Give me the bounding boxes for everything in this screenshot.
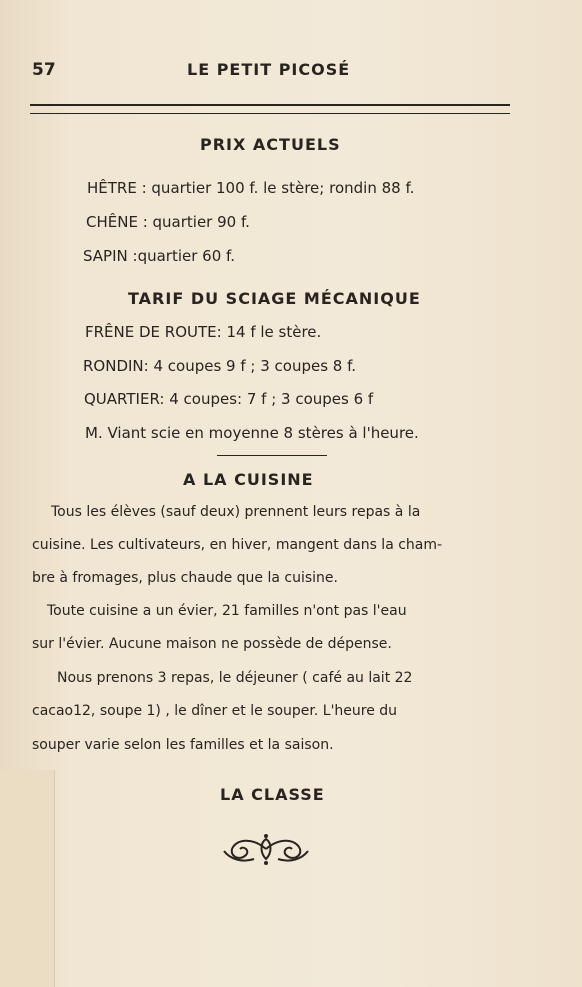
tarif-line: RONDIN: 4 coupes 9 f ; 3 coupes 8 f. <box>83 357 357 375</box>
running-title: LE PETIT PICOSÉ <box>187 60 351 79</box>
prix-line: SAPIN :quartier 60 f. <box>83 247 235 265</box>
prix-line: HÊTRE : quartier 100 f. le stère; rondin 88 f. <box>87 179 415 197</box>
classe-title: LA CLASSE <box>220 785 325 804</box>
tarif-title: TARIF DU SCIAGE MÉCANIQUE <box>128 289 421 308</box>
cuisine-line: bre à fromages, plus chaude que la cuisine. <box>32 570 338 586</box>
torn-page-edge <box>0 770 55 987</box>
prix-title: PRIX ACTUELS <box>200 135 341 154</box>
cuisine-line: cuisine. Les cultivateurs, en hiver, mangent dans la cham- <box>32 537 443 553</box>
cuisine-line: Tous les élèves (sauf deux) prennent leurs repas à la <box>51 504 421 520</box>
tarif-line: QUARTIER: 4 coupes: 7 f ; 3 coupes 6 f <box>84 390 374 408</box>
decorative-scroll-ornament-icon <box>222 833 310 867</box>
cuisine-line: Toute cuisine a un évier, 21 familles n'ont pas l'eau <box>47 603 407 619</box>
cuisine-line: Nous prenons 3 repas, le déjeuner ( café au lait 22 <box>57 670 413 686</box>
cuisine-line: souper varie selon les familles et la saison. <box>32 737 334 753</box>
tarif-line: M. Viant scie en moyenne 8 stères à l'heure. <box>85 424 419 442</box>
cuisine-line: sur l'évier. Aucune maison ne possède de dépense. <box>32 636 392 652</box>
tarif-line: FRÊNE DE ROUTE: 14 f le stère. <box>85 323 322 341</box>
cuisine-title: A LA CUISINE <box>183 470 314 489</box>
cuisine-line: cacao12, soupe 1) , le dîner et le souper. L'heure du <box>32 703 398 719</box>
header-rule <box>30 104 510 114</box>
page-number: 57 <box>32 60 56 80</box>
section-divider <box>217 455 327 456</box>
prix-line: CHÊNE : quartier 90 f. <box>86 213 250 231</box>
